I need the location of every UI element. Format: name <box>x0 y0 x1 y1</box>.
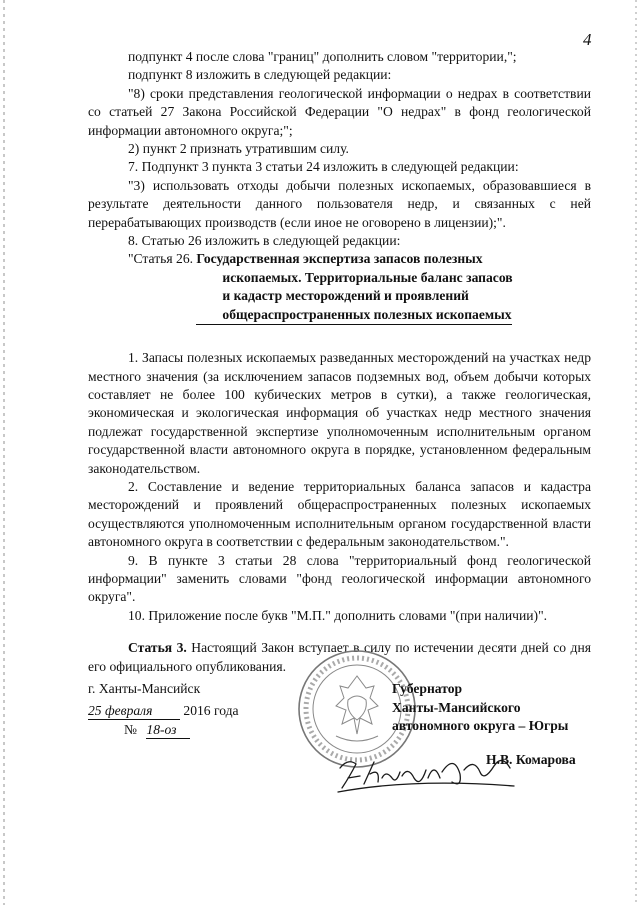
city: г. Ханты-Мансийск <box>88 681 201 696</box>
article-26-title <box>196 250 512 325</box>
article-26-lead: "Статья 26. <box>128 251 197 267</box>
paragraph: 9. В пункте 3 статьи 28 слова "территориальный фонд геологической информации" заменить словами "фонд геологической информации автономного округа". <box>88 552 591 605</box>
governor-title <box>392 680 568 736</box>
paragraph: 2) пункт 2 признать утратившим силу. <box>128 141 349 157</box>
paragraph: 8. Статью 26 изложить в следующей редакции: <box>128 233 401 249</box>
paragraph: "3) использовать отходы добычи полезных ископаемых, образовавшиеся в результате деятельности данного пользователя недр, и связанных с ней перерабатывающих производств (если иное не оговорено в лицензии);". <box>88 177 591 230</box>
article-3-label: Статья 3. <box>128 640 187 656</box>
paragraph: подпункт 4 после слова "границ" дополнить словом "территории,"; <box>128 49 517 64</box>
paragraph: 1. Запасы полезных ископаемых разведанных месторождений на участках недр местного значения (за исключением запасов подземных вод, объем добычи которых составляет не более 100 кубических метров в сутки), а также геологическая, экономическая и экологическая информация об участках недр местного значения подлежат государственной экспертизе уполномоченным исполнительным органом государственной власти автономного округа в порядке, установленном федеральным законодательством. <box>88 350 591 476</box>
paragraph: 7. Подпункт 3 пункта 3 статьи 24 изложить в следующей редакции: <box>128 159 519 175</box>
page-number: 4 <box>583 30 592 49</box>
year-suffix: 2016 года <box>183 703 239 718</box>
paragraph: 10. Приложение после букв "М.П." дополнить словами "(при наличии)". <box>128 607 548 623</box>
article-26-title-line: Государственная экспертиза запасов полезных <box>196 251 483 267</box>
governor-title-line: автономного округа – Югры <box>392 718 569 733</box>
governor-title-line: Губернатор <box>392 681 463 696</box>
scan-edge-left <box>3 0 5 905</box>
number-prefix: № <box>124 722 137 737</box>
scan-edge-right <box>635 0 637 905</box>
signing-date <box>88 703 239 720</box>
date-handwritten: 25 февраля <box>88 703 180 720</box>
article-26-title-line: и кадастр месторождений и проявлений <box>222 288 469 304</box>
paragraph: "8) сроки представления геологической информации о недрах в соответствии со статьей 27 Закона Российской Федерации "О недрах" в фонд геологической информации автономного округа;"; <box>88 85 591 138</box>
article-26-title-line: ископаемых. Территориальные баланс запасов <box>222 269 513 285</box>
governor-title-line: Ханты-Мансийского <box>392 699 521 715</box>
governor-name: Н.В. Комарова <box>486 752 576 767</box>
article-3-text: Настоящий Закон вступает в силу по истечении десяти дней со дня его официального опубликования. <box>88 640 591 674</box>
number-handwritten: 18-оз <box>146 722 190 739</box>
article-26-heading <box>88 250 591 325</box>
law-number <box>124 722 190 739</box>
article-26-title-line: общераспространенных полезных ископаемых <box>196 306 511 325</box>
paragraph: подпункт 8 изложить в следующей редакции: <box>128 67 392 83</box>
document-body <box>88 48 591 676</box>
paragraph: 2. Составление и ведение территориальных баланса запасов и кадастра месторождений и проявлений общераспространенных полезных ископаемых осуществляются уполномоченным исполнительным органом государственной власти автономного округа в соответствии с федеральным законодательством.". <box>88 478 591 550</box>
